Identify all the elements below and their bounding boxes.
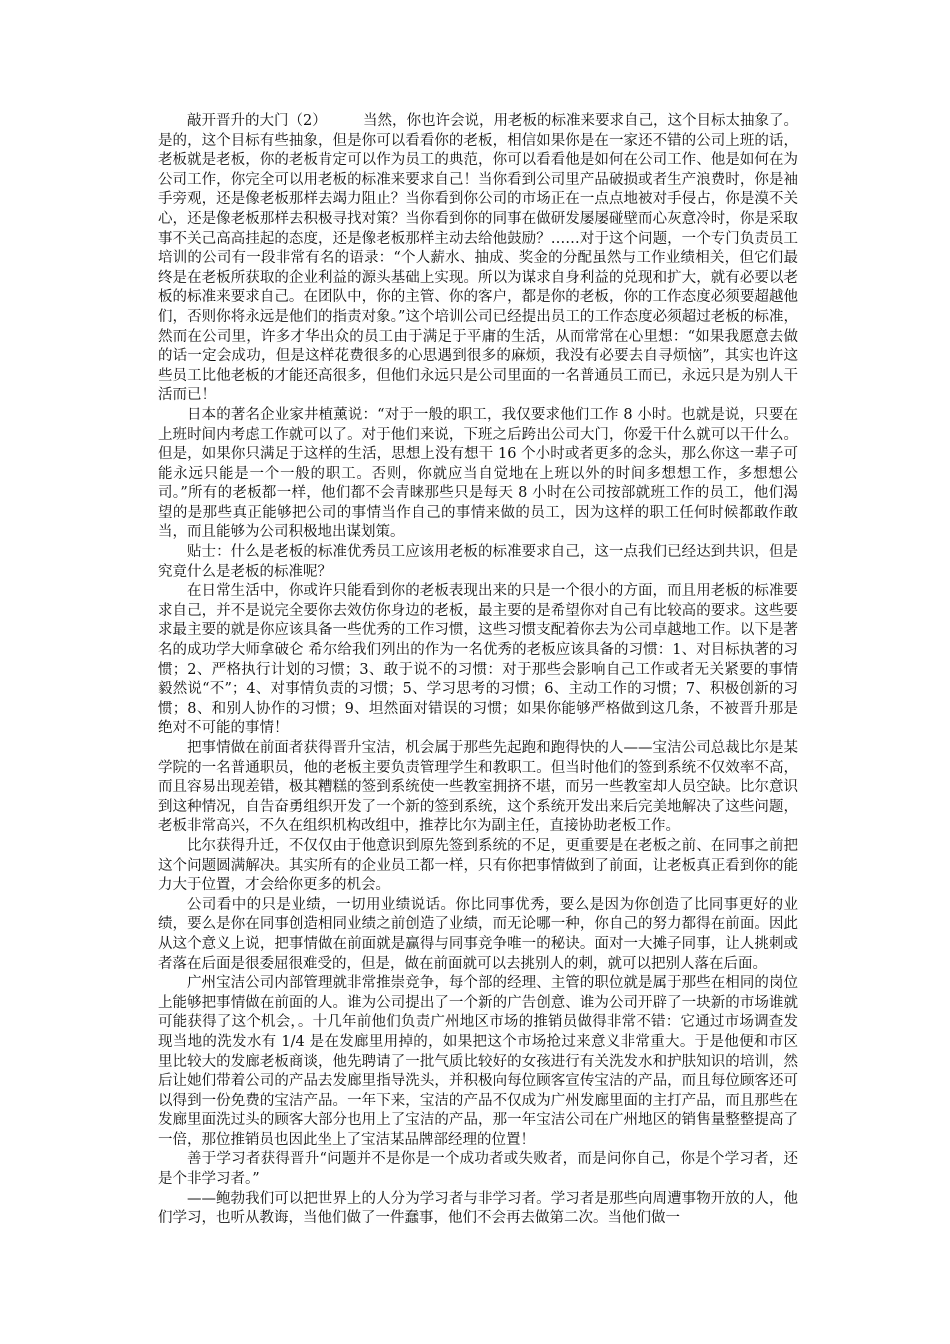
paragraph-intro: 敲开晋升的大门（2） 当然，你也许会说，用老板的标准来要求自己，这个目标太抽象了。是的，这个目标有些抽象，但是你可以看看你的老板，相信如果你是在一家还不错的公司上班的话，老板就是老板，你的老板肯定可以作为员工的典范，你可以看看他是如何在公司工作、他是如何在为公司工作，你完全可以用老板的标准来要求自己！当你看到公司里产品破损或者生产浪费时，你是袖手旁观，还是像老板那样去竭力阻止？当你看到你公司的市场正在一点点地被对手侵占，你是漠不关心，还是像老板那样去积极寻找对策？当你看到你的同事在做研发屡屡碰壁而心灰意冷时，你是采取事不关己高高挂起的态度，还是像老板那样主动去给他鼓励？……对于这个问题，一个专门负责员工培训的公司有一段非常有名的语录：“个人薪水、抽成、奖金的分配虽然与工作业绩相关，但它们最终是在老板所获取的企业利益的源头基础上实现。所以为谋求自身利益的兑现和扩大，就有必要以老板的标准来要求自己。在团队中，你的主管、你的客户，都是你的老板，你的工作态度必须要超越他们，否则你将永远是他们的指责对象。”这个培训公司已经提出员工的工作态度必须超过老板的标准，然而在公司里，许多才华出众的员工由于满足于平庸的生活，从而常常在心里想：“如果我愿意去做的话一定会成功，但是这样花费很多的心思遇到很多的麻烦，我没有必要去自寻烦恼”，其实也许这些员工比他老板的才能还高很多，但他们永远只是公司里面的一名普通员工而已，永远只是为别人干活而已！ (158, 113, 798, 404)
paragraph-learners: ——鲍勃我们可以把世界上的人分为学习者与非学习者。学习者是那些向周遭事物开放的人，他们学习，也听从教诲，当他们做了一件蠢事，他们不会再去做第二次。当他们做一 (158, 1190, 798, 1227)
paragraph-learner-heading: 善于学习者获得晋升“问题并不是你是一个成功者或失败者，而是问你自己，你是个学习者，还是个非学习者。” (158, 1151, 798, 1188)
paragraph-bill-promotion: 比尔获得升迁，不仅仅由于他意识到原先签到系统的不足，更重要是在老板之前、在同事之前把这个问题圆满解决。其实所有的企业员工都一样，只有你把事情做到了前面，让老板真正看到你的能力大于位置，才会给你更多的机会。 (158, 837, 798, 894)
paragraph-bill-story: 把事情做在前面者获得晋升宝洁，机会属于那些先起跑和跑得快的人——宝洁公司总裁比尔是某学院的一名普通职员，他的老板主要负责管理学生和教职工。但当时他们的签到系统不仅效率不高，而且容易出现差错，极其糟糕的签到系统使一些教室拥挤不堪，而另一些教室却人员空缺。比尔意识到这种情况，自告奋勇组织开发了一个新的签到系统，这个系统开发出来后完美地解决了这些问题，老板非常高兴，不久在组织机构改组中，推荐比尔为副主任，直接协助老板工作。 (158, 740, 798, 835)
paragraph-inamori-quote: 日本的著名企业家井植薰说：“对于一般的职工，我仅要求他们工作 8 小时。也就是说，只要在上班时间内考虑工作就可以了。对于他们来说，下班之后跨出公司大门，你爱干什么就可以干什么。但是，如果你只满足于这样的生活，思想上没有想干 16 个小时或者更多的念头，那么你这一辈子可能永远只能是一个一般的职工。否则，你就应当自觉地在上班以外的时间多想想工作，多想想公司。”所有的老板都一样，他们都不会青睐那些只是每天 8 小时在公司按部就班工作的员工，他们渴望的是那些真正能够把公司的事情当作自己的事情来做的员工，因为这样的职工任何时候都敢作敢当，而且能够为公司积极地出谋划策。 (158, 406, 798, 541)
document-body (158, 112, 798, 1229)
paragraph-habits: 在日常生活中，你或许只能看到你的老板表现出来的只是一个很小的方面，而且用老板的标准要求自己，并不是说完全要你去效仿你身边的老板，最主要的是希望你对自己有比较高的要求。这些要求最主要的就是你应该具备一些优秀的工作习惯，这些习惯支配着你去为公司卓越地工作。以下是著名的成功学大师拿破仑 希尔给我们列出的作为一名优秀的老板应该具备的习惯：1、对目标执著的习惯；2、严格执行计划的习惯；3、敢于说不的习惯：对于那些会影响自己工作或者无关紧要的事情毅然说“不”；4、对事情负责的习惯；5、学习思考的习惯；6、主动工作的习惯；7、积极创新的习惯；8、和别人协作的习惯；9、坦然面对错误的习惯；如果你能够严格做到这几条，不被晋升那是绝对不可能的事情！ (158, 583, 798, 737)
paragraph-performance: 公司看中的只是业绩，一切用业绩说话。你比同事优秀，要么是因为你创造了比同事更好的业绩，要么是你在同事创造相同业绩之前创造了业绩，而无论哪一种，你自己的努力都得在前面。因此从这个意义上说，把事情做在前面就是赢得与同事竞争唯一的秘诀。面对一大摊子同事，让人挑刺或者落在后面是很委屈很难受的，但是，做在前面就可以去挑别人的刺，就可以把别人落在后面。 (158, 896, 798, 972)
paragraph-tip: 贴士：什么是老板的标准优秀员工应该用老板的标准要求自己，这一点我们已经达到共识，但是究竟什么是老板的标准呢？ (158, 544, 798, 580)
paragraph-pg-guangzhou: 广州宝洁公司内部管理就非常推崇竞争，每个部的经理、主管的职位就是属于那些在相同的岗位上能够把事情做在前面的人。谁为公司提出了一个新的广告创意、谁为公司开辟了一块新的市场谁就可能获得了这个机会，。十几年前他们负责广州地区市场的推销员做得非常不错：它通过市场调查发现当地的洗发水有 1/4 是在发廊里用掉的，如果把这个市场抢过来意义非常重大。于是他便和市区里比较大的发廊老板商谈，他先聘请了一批气质比较好的女孩进行有关洗发水和护肤知识的培训，然后让她们带着公司的产品去发廊里指导洗头，并积极向每位顾客宣传宝洁的产品，而且每位顾客还可以得到一份免费的宝洁产品。一年下来，宝洁的产品不仅成为广州发廊里面的主打产品，而且那些在发廊里面洗过头的顾客大部分也用上了宝洁的产品，那一年宝洁公司在广州地区的销售量整整提高了一倍，那位推销员也因此坐上了宝洁某品牌部经理的位置！ (158, 975, 798, 1148)
